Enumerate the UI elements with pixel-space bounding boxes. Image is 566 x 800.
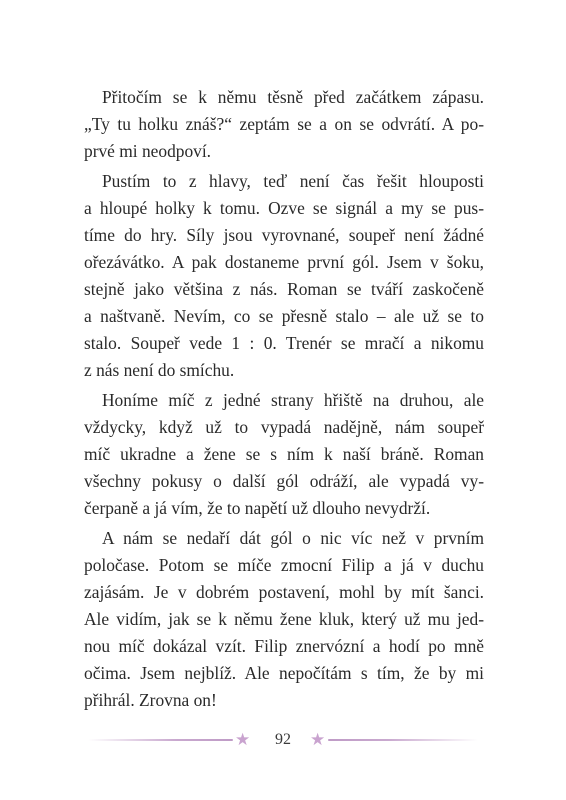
text-line: stalo. Soupeř vede 1 : 0. Trenér se mračí a nikomu bbox=[84, 333, 484, 353]
paragraph-3 bbox=[84, 387, 484, 522]
text-line: míč ukradne a žene se s ním k naší bráně. Roman bbox=[84, 444, 484, 464]
text-line: „Ty tu holku znáš?“ zeptám se a on se odvrátí. A po- bbox=[84, 114, 484, 134]
paragraph-4 bbox=[84, 525, 484, 714]
text-line: z nás není do smíchu. bbox=[84, 360, 235, 380]
footer-rule-left bbox=[88, 739, 233, 741]
text-line: a naštvaně. Nevím, co se přesně stalo – ale už se to bbox=[84, 306, 484, 326]
text-line: ořezávátko. A pak dostaneme první gól. Jsem v šoku, bbox=[84, 252, 484, 272]
body-text bbox=[84, 84, 484, 717]
text-line: zajásám. Je v dobrém postavení, mohl by mít šanci. bbox=[84, 582, 484, 602]
text-line: Přitočím se k němu těsně před začátkem zápasu. bbox=[102, 87, 484, 107]
page-number: 92 bbox=[275, 731, 291, 748]
star-icon: ★ bbox=[310, 730, 326, 750]
text-line: Ale vidím, jak se k němu žene kluk, který už mu jed- bbox=[84, 609, 484, 629]
paragraph-1 bbox=[84, 84, 484, 165]
text-line: čerpaně a já vím, že to napětí už dlouho nevydrží. bbox=[84, 498, 431, 518]
star-icon: ★ bbox=[235, 730, 251, 750]
text-line: nou míč dokázal vzít. Filip znervózní a hodí po mně bbox=[84, 636, 484, 656]
text-line: a hloupé holky k tomu. Ozve se signál a my se pus- bbox=[84, 198, 484, 218]
text-line: prvé mi neodpoví. bbox=[84, 141, 212, 161]
text-line: stejně jako většina z nás. Roman se tváří zaskočeně bbox=[84, 279, 484, 299]
text-line: Honíme míč z jedné strany hřiště na druhou, ale bbox=[102, 390, 484, 410]
text-line: všechny pokusy o další gól odráží, ale vypadá vy- bbox=[84, 471, 484, 491]
text-line: tíme do hry. Síly jsou vyrovnané, soupeř není žádné bbox=[84, 225, 484, 245]
text-line: Pustím to z hlavy, teď není čas řešit hlouposti bbox=[102, 171, 484, 191]
page-footer bbox=[0, 728, 566, 752]
text-line: očima. Jsem nejblíž. Ale nepočítám s tím, že by mi bbox=[84, 663, 484, 683]
text-line: poločase. Potom se míče zmocní Filip a já v duchu bbox=[84, 555, 484, 575]
paragraph-2 bbox=[84, 168, 484, 384]
text-line: vždycky, když už to vypadá nadějně, nám soupeř bbox=[84, 417, 484, 437]
text-line: přihrál. Zrovna on! bbox=[84, 690, 217, 710]
text-line: A nám se nedaří dát gól o nic víc než v prvním bbox=[102, 528, 484, 548]
footer-rule-right bbox=[328, 739, 478, 741]
